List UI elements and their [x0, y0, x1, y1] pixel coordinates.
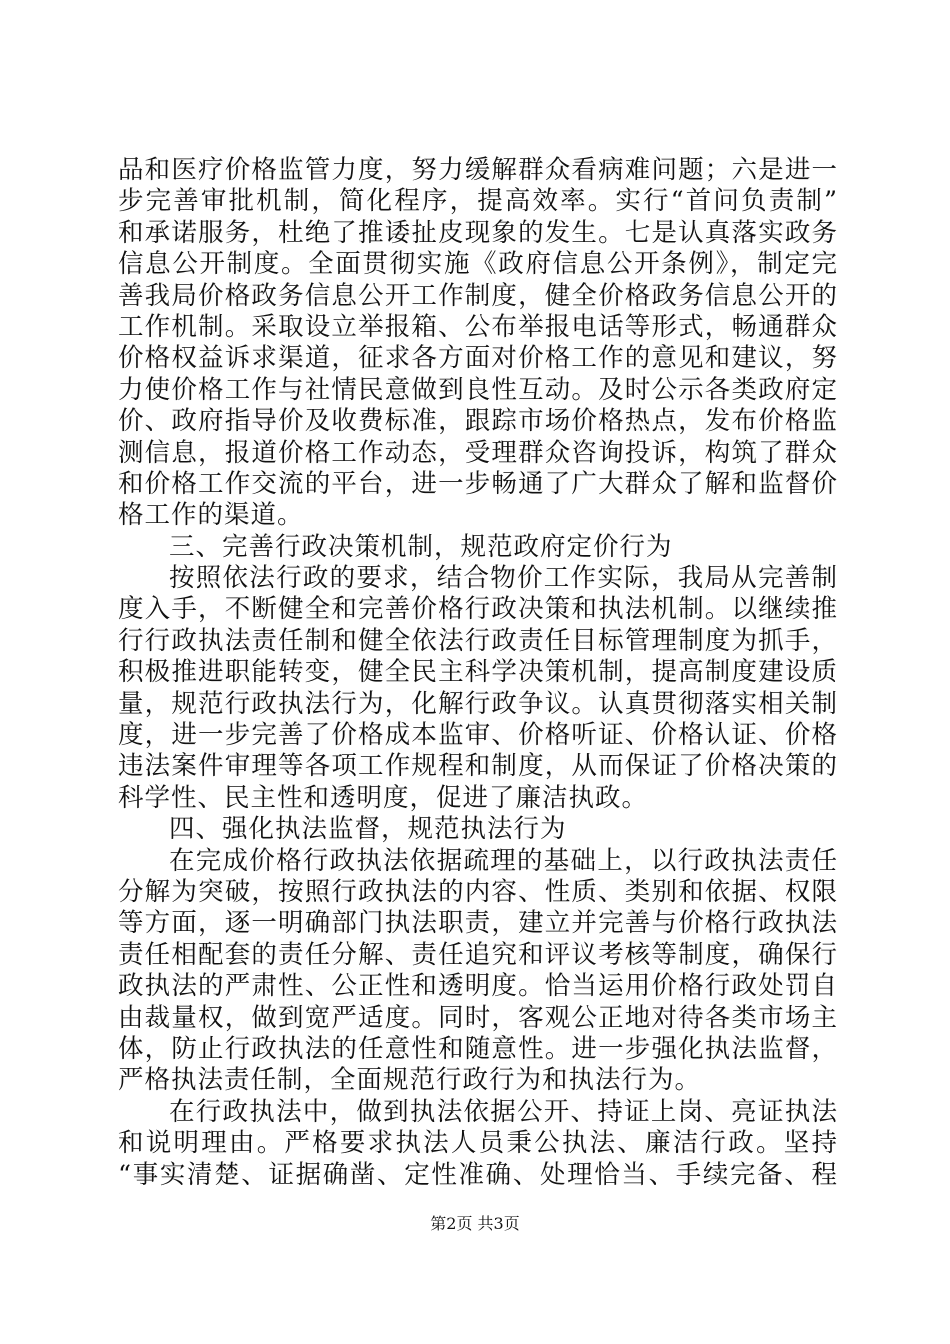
text-line: 度入手，不断健全和完善价格行政决策和执法机制。以继续推 — [118, 594, 838, 625]
text-line: 步完善审批机制，简化程序，提高效率。实行“首问负责制” — [118, 186, 838, 217]
section-heading: 三、完善行政决策机制，规范政府定价行为 — [169, 531, 673, 562]
text-line: 行行政执法责任制和健全依法行政责任目标管理制度为抓手， — [118, 625, 838, 656]
text-line: 和说明理由。严格要求执法人员秉公执法、廉洁行政。坚持 — [118, 1128, 838, 1159]
text-line: 分解为突破，按照行政执法的内容、性质、类别和依据、权限 — [118, 876, 838, 907]
text-line: 和承诺服务，杜绝了推诿扯皮现象的发生。七是认真落实政务 — [118, 217, 838, 248]
text-line: 科学性、民主性和透明度，促进了廉洁执政。 — [118, 782, 649, 813]
text-line: 按照依法行政的要求，结合物价工作实际，我局从完善制 — [169, 563, 838, 594]
text-line: 责任相配套的责任分解、责任追究和评议考核等制度，确保行 — [118, 939, 838, 970]
text-line: 在完成价格行政执法依据疏理的基础上，以行政执法责任 — [169, 845, 838, 876]
text-line: 善我局价格政务信息公开工作制度，健全价格政务信息公开的 — [118, 280, 838, 311]
text-line: 体，防止行政执法的任意性和随意性。进一步强化执法监督， — [118, 1033, 838, 1064]
text-line: 品和医疗价格监管力度，努力缓解群众看病难问题；六是进一 — [118, 155, 838, 185]
text-line: 力使价格工作与社情民意做到良性互动。及时公示各类政府定 — [118, 374, 838, 405]
text-line: 积极推进职能转变，健全民主科学决策机制，提高制度建设质 — [118, 657, 838, 688]
text-line: 信息公开制度。全面贯彻实施《政府信息公开条例》，制定完 — [118, 249, 838, 280]
text-line: 测信息，报道价格工作动态，受理群众咨询投诉，构筑了群众 — [118, 437, 838, 468]
text-line: 价、政府指导价及收费标准，跟踪市场价格热点，发布价格监 — [118, 406, 838, 437]
text-line: 和价格工作交流的平台，进一步畅通了广大群众了解和监督价 — [118, 468, 838, 499]
text-line: 在行政执法中，做到执法依据公开、持证上岗、亮证执法 — [169, 1096, 838, 1127]
text-line: 由裁量权，做到宽严适度。同时，客观公正地对待各类市场主 — [118, 1002, 838, 1033]
text-line: 政执法的严肃性、公正性和透明度。恰当运用价格行政处罚自 — [118, 971, 838, 1002]
text-line: 违法案件审理等各项工作规程和制度，从而保证了价格决策的 — [118, 751, 838, 782]
document-body — [118, 155, 838, 1191]
text-line: 量，规范行政执法行为，化解行政争议。认真贯彻落实相关制 — [118, 688, 838, 719]
page-number-footer: 第2页 共3页 — [430, 1214, 520, 1233]
text-line: 度，进一步完善了价格成本监审、价格听证、价格认证、价格 — [118, 720, 838, 751]
text-line: 格工作的渠道。 — [118, 500, 304, 531]
text-line: “事实清楚、证据确凿、定性准确、处理恰当、手续完备、程 — [118, 1159, 838, 1190]
text-line: 工作机制。采取设立举报箱、公布举报电话等形式，畅通群众 — [118, 311, 838, 342]
text-line: 等方面，逐一明确部门执法职责，建立并完善与价格行政执法 — [118, 908, 838, 939]
text-line: 价格权益诉求渠道，征求各方面对价格工作的意见和建议，努 — [118, 343, 838, 374]
text-line: 严格执法责任制，全面规范行政行为和执法行为。 — [118, 1065, 702, 1096]
section-heading: 四、强化执法监督，规范执法行为 — [169, 814, 567, 845]
